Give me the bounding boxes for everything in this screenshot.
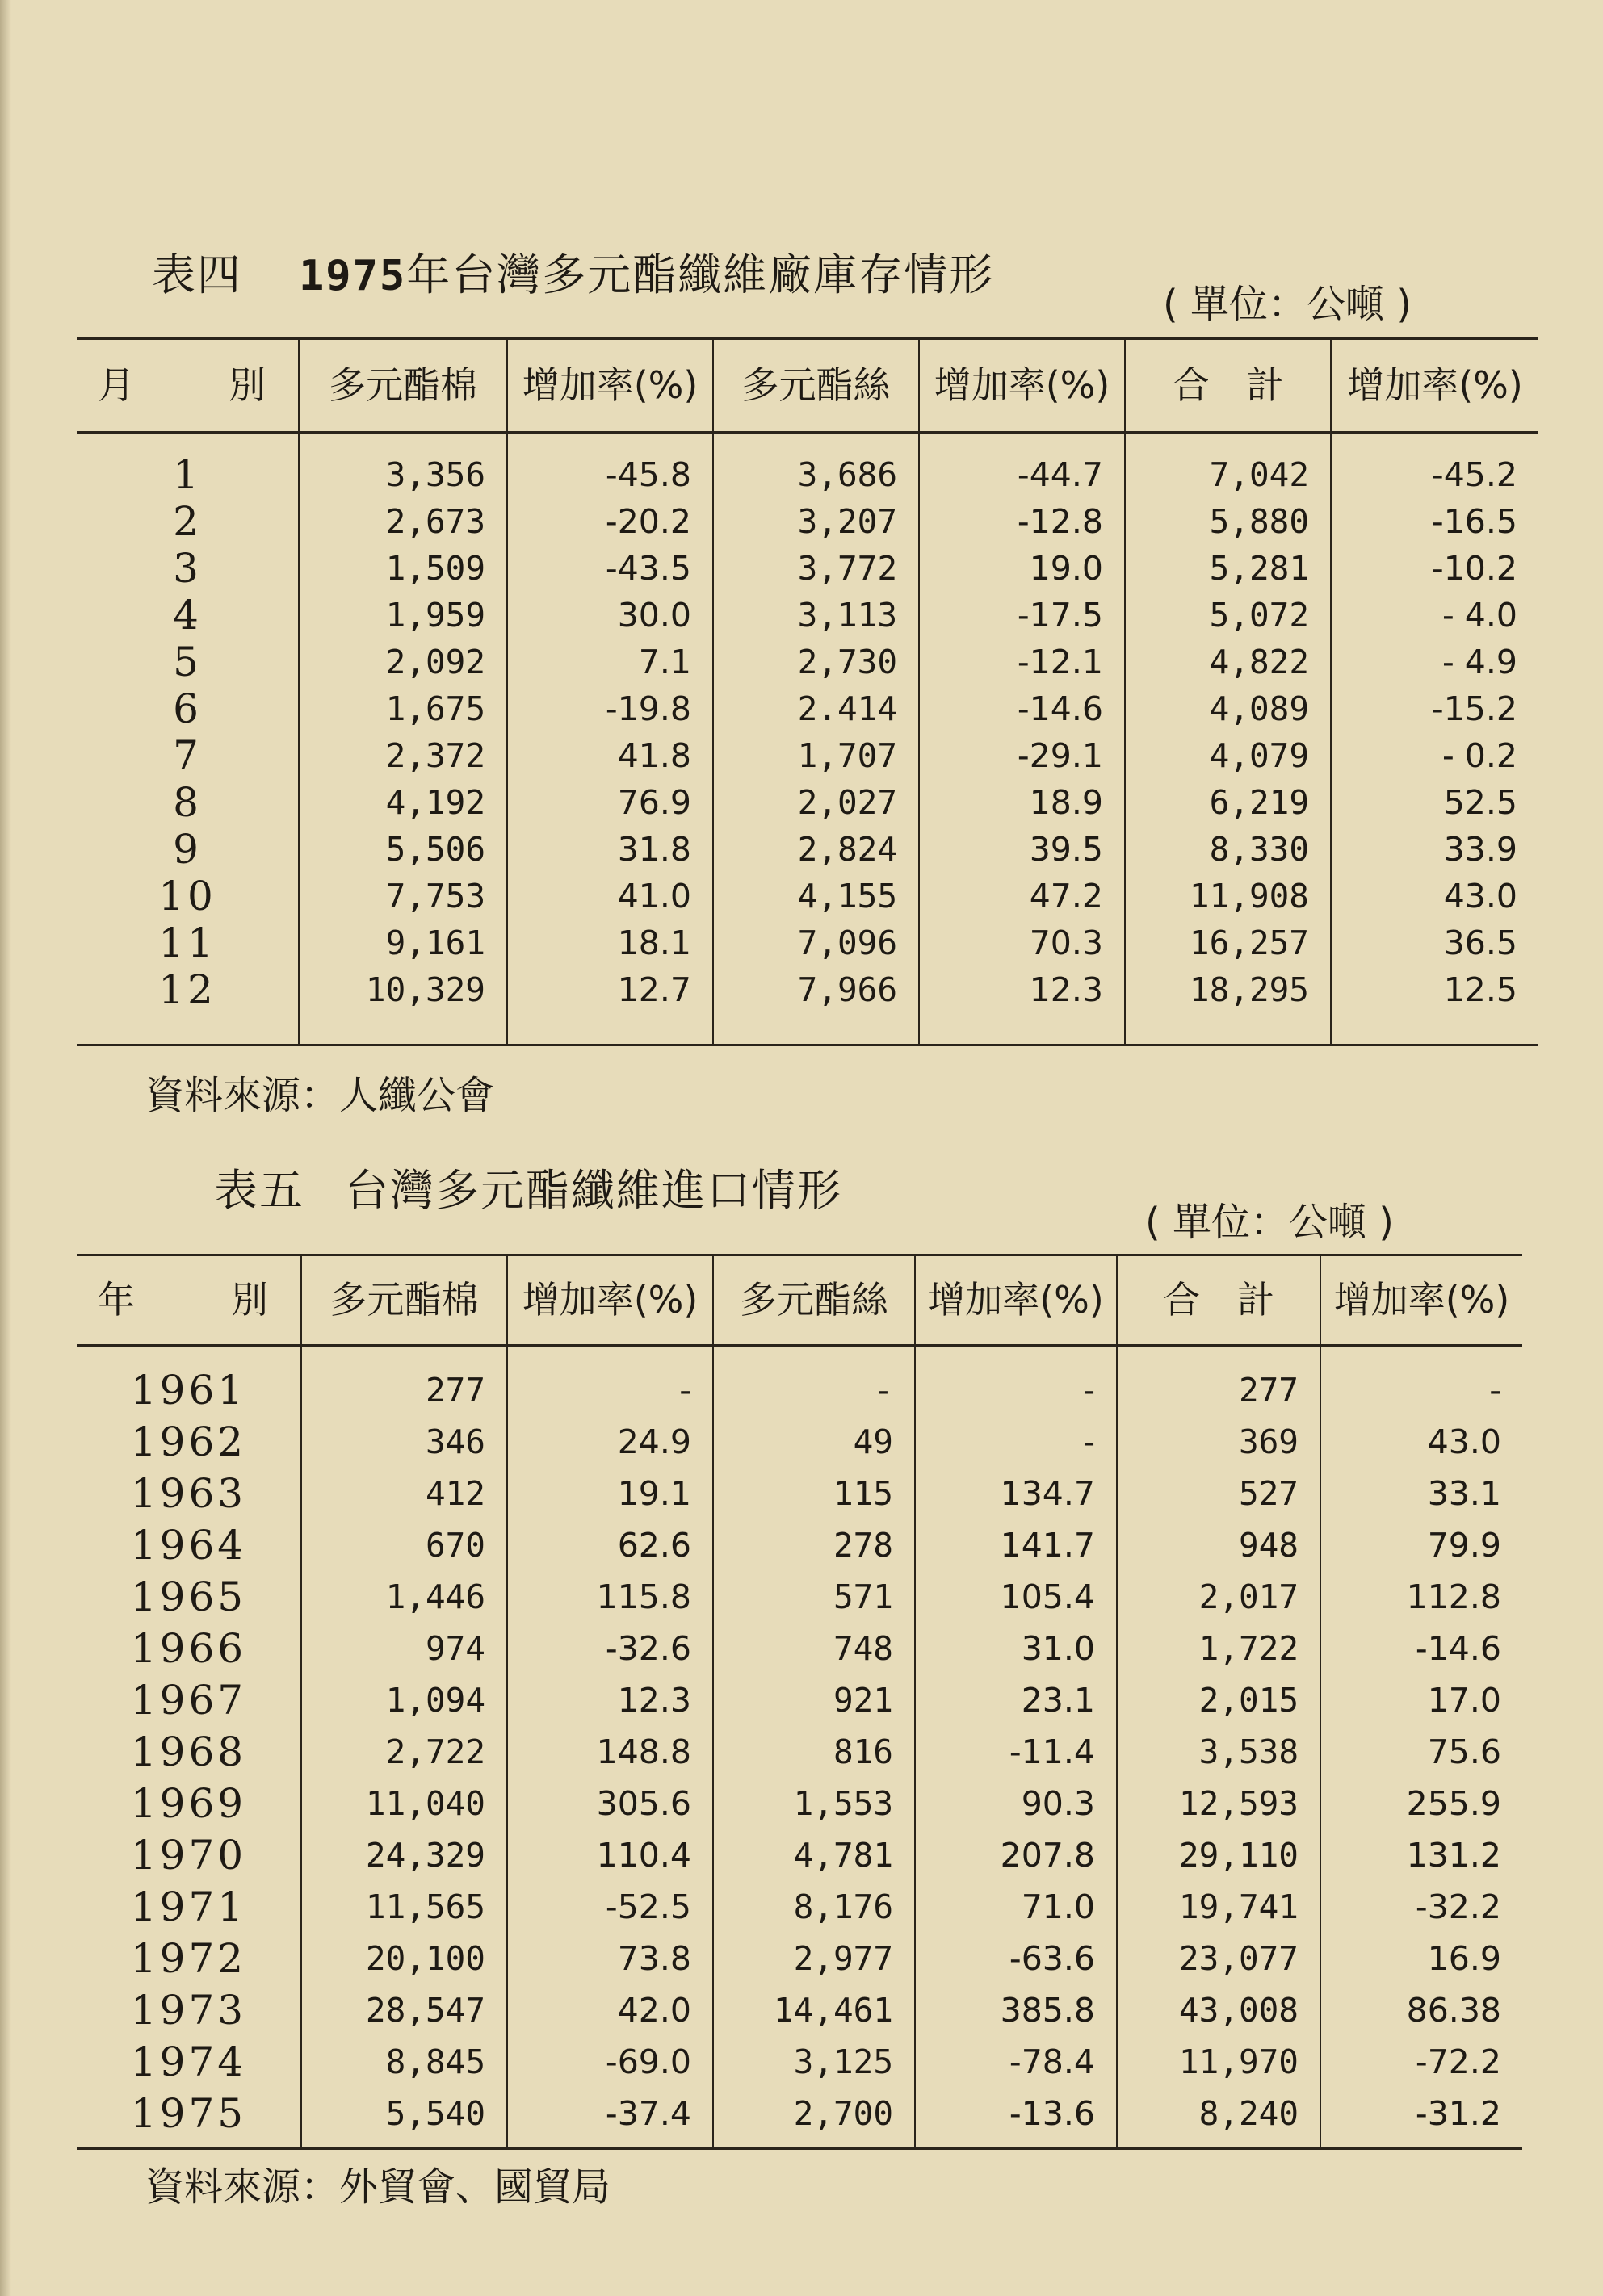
table5-spacer (77, 1346, 1522, 1365)
table5-cell-filament-rate: 71.0 (915, 1881, 1117, 1933)
table5-spacer-cell (507, 1346, 713, 1365)
table5-cell-filament-rate: 385.8 (915, 1984, 1117, 2036)
table-row (77, 1933, 1522, 1984)
table5-cell-month: 1969 (130, 1780, 247, 1827)
table4-header-staple-rate: 增加率(%) (507, 339, 713, 433)
table5-cell-total: 277 (1117, 1364, 1320, 1416)
table4-cell-filament-rate: 70.3 (919, 920, 1125, 966)
table4-cell-staple-rate: 30.0 (507, 592, 713, 639)
table5-cell-month: 1966 (130, 1625, 247, 1672)
table4-spacer-cell (919, 433, 1125, 452)
table5-cell-total: 8,240 (1117, 2088, 1320, 2139)
table4 (77, 337, 1538, 1046)
table5-cell-month: 1973 (130, 1987, 247, 2034)
table5-header-filament-rate: 增加率(%) (915, 1255, 1117, 1346)
table4-cell-filament: 7,096 (713, 920, 919, 966)
table4-cell-staple-rate: 12.7 (507, 966, 713, 1013)
table4-cell-month: 2 (173, 498, 202, 545)
table-row (77, 1881, 1522, 1933)
table4-cell-filament-rate: -12.1 (919, 639, 1125, 685)
table4-cell-month: 5 (173, 639, 202, 685)
table5-cell-staple-rate: - (507, 1364, 713, 1416)
table4-cell-filament: 3,686 (713, 451, 919, 498)
table5-cell-filament-rate: 90.3 (915, 1778, 1117, 1829)
table5-cell-total-rate: 17.0 (1320, 1674, 1522, 1726)
table5-cell-filament-rate: 105.4 (915, 1571, 1117, 1623)
table5-bottom-cell (915, 2139, 1117, 2149)
table4-cell-month: 9 (173, 826, 202, 873)
table5-header-year: 年 別 (77, 1255, 301, 1346)
table5-bottom-cell (1320, 2139, 1522, 2149)
table4-cell-filament: 7,966 (713, 966, 919, 1013)
table4-cell-month: 11 (158, 920, 216, 966)
table5-cell-filament: 4,781 (713, 1829, 915, 1881)
table5-cell-total: 29,110 (1117, 1829, 1320, 1881)
table4-header-month: 月 別 (77, 339, 299, 433)
table5-cell-staple-rate: 62.6 (507, 1519, 713, 1571)
table5-cell-total-rate: 86.38 (1320, 1984, 1522, 2036)
table4-cell-total-rate: - 4.9 (1331, 639, 1538, 685)
table5-cell-staple: 24,329 (301, 1829, 507, 1881)
table5-cell-total-rate: 33.1 (1320, 1468, 1522, 1519)
table5-cell-staple-rate: -32.6 (507, 1623, 713, 1674)
table5-cell-staple-rate: 110.4 (507, 1829, 713, 1881)
table5-cell-staple-rate: 148.8 (507, 1726, 713, 1778)
table-row (77, 1519, 1522, 1571)
table4-cell-staple: 1,959 (299, 592, 507, 639)
table5-cell-staple: 277 (301, 1364, 507, 1416)
table4-header-row (77, 339, 1538, 433)
table4-cell-month: 8 (173, 779, 202, 826)
table4-cell-filament-rate: -12.8 (919, 498, 1125, 545)
table4-body (77, 433, 1538, 1045)
table4-cell-staple-rate: 76.9 (507, 779, 713, 826)
table5-cell-filament-rate: - (915, 1416, 1117, 1468)
table5-cell-month: 1968 (130, 1728, 247, 1775)
table5-cell-total-rate: -72.2 (1320, 2036, 1522, 2088)
table5-cell-staple: 346 (301, 1416, 507, 1468)
table5-cell-month: 1965 (130, 1573, 247, 1620)
table4-cell-staple-rate: 18.1 (507, 920, 713, 966)
table5-cell-filament: - (713, 1364, 915, 1416)
table5-cell-staple: 8,845 (301, 2036, 507, 2088)
table4-cell-month: 10 (158, 873, 216, 920)
table4-cell-staple-rate: -43.5 (507, 545, 713, 592)
table5-cell-filament: 921 (713, 1674, 915, 1726)
table5-cell-filament: 14,461 (713, 1984, 915, 2036)
table5-cell-staple: 1,094 (301, 1674, 507, 1726)
table5-bottom-cell (507, 2139, 713, 2149)
table5-bottom-cell (301, 2139, 507, 2149)
table4-cell-staple: 7,753 (299, 873, 507, 920)
table5-header-total-rate: 增加率(%) (1320, 1255, 1522, 1346)
table5-spacer-cell (1117, 1346, 1320, 1365)
table5-cell-total-rate: 131.2 (1320, 1829, 1522, 1881)
table5-cell-total: 1,722 (1117, 1623, 1320, 1674)
table4-spacer-cell (507, 433, 713, 452)
table4-spacer (77, 433, 1538, 452)
table5-cell-filament: 49 (713, 1416, 915, 1468)
table5-cell-total: 12,593 (1117, 1778, 1320, 1829)
table5-header-filament: 多元酯絲 (713, 1255, 915, 1346)
table5-spacer-cell (1320, 1346, 1522, 1365)
table5-title: 台灣多元酯纖維進口情形 (345, 1165, 842, 1216)
table5-cell-total-rate: - (1320, 1364, 1522, 1416)
table4-spacer-cell (1331, 433, 1538, 452)
table4-bottom-rule (77, 1013, 1538, 1045)
table4-cell-filament-rate: 19.0 (919, 545, 1125, 592)
table5-cell-staple-rate: 115.8 (507, 1571, 713, 1623)
table4-cell-staple: 10,329 (299, 966, 507, 1013)
table4-cell-month: 4 (173, 592, 202, 639)
table5-cell-staple: 1,446 (301, 1571, 507, 1623)
table-row (77, 2088, 1522, 2139)
table4-title: 年台灣多元酯纖維廠庫存情形 (406, 249, 995, 300)
table4-cell-staple: 2,372 (299, 732, 507, 779)
table5-cell-staple-rate: 42.0 (507, 1984, 713, 2036)
table5-cell-filament-rate: -63.6 (915, 1933, 1117, 1984)
table4-cell-total-rate: 52.5 (1331, 779, 1538, 826)
table4-bottom-cell (919, 1013, 1125, 1045)
table4-cell-total: 5,072 (1125, 592, 1331, 639)
table5-cell-filament-rate: 31.0 (915, 1623, 1117, 1674)
table5-cell-month: 1971 (130, 1883, 247, 1930)
table5-cell-total: 948 (1117, 1519, 1320, 1571)
table5-cell-total-rate: -31.2 (1320, 2088, 1522, 2139)
table4-cell-filament: 3,772 (713, 545, 919, 592)
table4-spacer-cell (77, 433, 299, 452)
table5-cell-total-rate: -32.2 (1320, 1881, 1522, 1933)
table-row (77, 1674, 1522, 1726)
table5-cell-filament: 1,553 (713, 1778, 915, 1829)
table4-cell-staple: 9,161 (299, 920, 507, 966)
table5-label: 表五 (214, 1165, 304, 1216)
table4-cell-staple-rate: 7.1 (507, 639, 713, 685)
table4-cell-total-rate: 12.5 (1331, 966, 1538, 1013)
table4-cell-filament: 3,207 (713, 498, 919, 545)
table5-cell-staple-rate: 305.6 (507, 1778, 713, 1829)
table4-cell-total: 5,281 (1125, 545, 1331, 592)
table5-cell-total: 3,538 (1117, 1726, 1320, 1778)
table4-cell-staple-rate: -45.8 (507, 451, 713, 498)
table-row (77, 732, 1538, 779)
table4-cell-total: 11,908 (1125, 873, 1331, 920)
table5-cell-total-rate: -14.6 (1320, 1623, 1522, 1674)
table-row (77, 1416, 1522, 1468)
table4-cell-total: 6,219 (1125, 779, 1331, 826)
table-row (77, 1984, 1522, 2036)
table5-caption (214, 1156, 842, 1218)
table5-cell-filament: 748 (713, 1623, 915, 1674)
table5-source: 資料來源：外貿會、國貿局 (145, 2164, 611, 2210)
table4-cell-total-rate: -10.2 (1331, 545, 1538, 592)
table-row (77, 920, 1538, 966)
table5-cell-filament: 571 (713, 1571, 915, 1623)
table5-bottom-rule (77, 2139, 1522, 2149)
table4-cell-total: 5,880 (1125, 498, 1331, 545)
table4-cell-month: 7 (173, 732, 202, 779)
table4-cell-filament-rate: -17.5 (919, 592, 1125, 639)
table4-cell-total-rate: 36.5 (1331, 920, 1538, 966)
table5-bottom-cell (77, 2139, 301, 2149)
table5-cell-month: 1970 (130, 1832, 247, 1879)
table5-cell-staple: 670 (301, 1519, 507, 1571)
table4-cell-total: 8,330 (1125, 826, 1331, 873)
table4-bottom-cell (1125, 1013, 1331, 1045)
table5-spacer-cell (713, 1346, 915, 1365)
table-row (77, 498, 1538, 545)
table5-header-row (77, 1255, 1522, 1346)
table-row (77, 1571, 1522, 1623)
table4-cell-month: 1 (173, 451, 202, 498)
table5-cell-total-rate: 75.6 (1320, 1726, 1522, 1778)
table4-cell-staple: 5,506 (299, 826, 507, 873)
table4-cell-total-rate: -15.2 (1331, 685, 1538, 732)
table4-cell-total: 4,089 (1125, 685, 1331, 732)
table5-cell-staple-rate: 19.1 (507, 1468, 713, 1519)
table4-cell-filament-rate: 39.5 (919, 826, 1125, 873)
table-row (77, 1829, 1522, 1881)
table5-cell-month: 1963 (130, 1470, 247, 1517)
table4-bottom-cell (713, 1013, 919, 1045)
table-row (77, 451, 1538, 498)
table5-cell-total: 369 (1117, 1416, 1320, 1468)
table4-header-total-rate: 增加率(%) (1331, 339, 1538, 433)
table-row (77, 545, 1538, 592)
table5-cell-staple: 11,565 (301, 1881, 507, 1933)
table4-cell-staple: 2,673 (299, 498, 507, 545)
table4-bottom-cell (77, 1013, 299, 1045)
table4-cell-staple: 2,092 (299, 639, 507, 685)
table5-cell-staple: 2,722 (301, 1726, 507, 1778)
table4-header-total: 合 計 (1125, 339, 1331, 433)
table4-spacer-cell (1125, 433, 1331, 452)
table5 (77, 1254, 1522, 2150)
table5-cell-filament: 278 (713, 1519, 915, 1571)
table4-cell-filament: 2,730 (713, 639, 919, 685)
table4-cell-total-rate: -45.2 (1331, 451, 1538, 498)
table4-cell-staple: 1,509 (299, 545, 507, 592)
table5-cell-filament-rate: 134.7 (915, 1468, 1117, 1519)
page-edge (0, 0, 11, 2296)
table4-cell-staple-rate: 41.0 (507, 873, 713, 920)
table-row (77, 639, 1538, 685)
table4-header-staple: 多元酯棉 (299, 339, 507, 433)
table4-cell-staple-rate: 31.8 (507, 826, 713, 873)
table4-cell-filament-rate: -29.1 (919, 732, 1125, 779)
table-row (77, 1726, 1522, 1778)
table5-cell-staple: 412 (301, 1468, 507, 1519)
table4-cell-filament: 2,824 (713, 826, 919, 873)
table5-header-total: 合 計 (1117, 1255, 1320, 1346)
table5-spacer-cell (301, 1346, 507, 1365)
table-row (77, 1364, 1522, 1416)
table5-cell-staple-rate: 73.8 (507, 1933, 713, 1984)
table4-spacer-cell (713, 433, 919, 452)
table5-cell-filament: 2,700 (713, 2088, 915, 2139)
table4-unit: ( 單位：公噸 ) (1163, 282, 1412, 327)
table4-cell-total-rate: 33.9 (1331, 826, 1538, 873)
table4-cell-filament-rate: 12.3 (919, 966, 1125, 1013)
table5-cell-total-rate: 112.8 (1320, 1571, 1522, 1623)
table4-cell-month: 3 (173, 545, 202, 592)
table4-cell-filament-rate: -14.6 (919, 685, 1125, 732)
table5-cell-staple: 28,547 (301, 1984, 507, 2036)
table5-cell-total: 43,008 (1117, 1984, 1320, 2036)
table5-cell-filament: 3,125 (713, 2036, 915, 2088)
table5-cell-staple: 11,040 (301, 1778, 507, 1829)
table5-cell-filament: 115 (713, 1468, 915, 1519)
table-row (77, 685, 1538, 732)
table5-cell-month: 1967 (130, 1677, 247, 1724)
table4-cell-staple: 3,356 (299, 451, 507, 498)
table5-cell-filament: 2,977 (713, 1933, 915, 1984)
table5-cell-filament-rate: 141.7 (915, 1519, 1117, 1571)
table4-cell-staple: 4,192 (299, 779, 507, 826)
table5-cell-total: 19,741 (1117, 1881, 1320, 1933)
table5-cell-total-rate: 255.9 (1320, 1778, 1522, 1829)
table4-cell-staple-rate: -19.8 (507, 685, 713, 732)
table5-unit: ( 單位：公噸 ) (1145, 1200, 1394, 1245)
table4-header-filament-rate: 增加率(%) (919, 339, 1125, 433)
table4-cell-month: 6 (173, 685, 202, 732)
table4-year: 1975 (299, 252, 407, 300)
table4-label: 表四 (152, 249, 242, 300)
table4-cell-total: 4,079 (1125, 732, 1331, 779)
table5-cell-total: 2,015 (1117, 1674, 1320, 1726)
table5-cell-filament-rate: 207.8 (915, 1829, 1117, 1881)
table5-cell-filament-rate: -11.4 (915, 1726, 1117, 1778)
table5-cell-filament-rate: 23.1 (915, 1674, 1117, 1726)
table4-cell-filament: 2,027 (713, 779, 919, 826)
table4-cell-month: 12 (158, 966, 216, 1013)
table-row (77, 1468, 1522, 1519)
table5-cell-month: 1974 (130, 2038, 247, 2085)
table4-cell-filament: 4,155 (713, 873, 919, 920)
table5-cell-month: 1964 (130, 1522, 247, 1569)
table5-cell-staple-rate: 12.3 (507, 1674, 713, 1726)
table4-cell-total: 16,257 (1125, 920, 1331, 966)
table-row (77, 1778, 1522, 1829)
table4-caption (152, 241, 994, 303)
table5-cell-total-rate: 16.9 (1320, 1933, 1522, 1984)
table4-cell-total-rate: 43.0 (1331, 873, 1538, 920)
table4-cell-filament-rate: -44.7 (919, 451, 1125, 498)
table5-cell-staple: 20,100 (301, 1933, 507, 1984)
table4-header-filament: 多元酯絲 (713, 339, 919, 433)
table4-source: 資料來源：人纖公會 (145, 1073, 495, 1118)
table-row (77, 1623, 1522, 1674)
table4-cell-filament: 1,707 (713, 732, 919, 779)
table4-cell-filament-rate: 18.9 (919, 779, 1125, 826)
table5-cell-month: 1972 (130, 1935, 247, 1982)
table4-bottom-cell (1331, 1013, 1538, 1045)
table5-cell-month: 1975 (130, 2090, 247, 2137)
table5-spacer-cell (915, 1346, 1117, 1365)
table5-cell-filament-rate: -13.6 (915, 2088, 1117, 2139)
table5-cell-staple-rate: -69.0 (507, 2036, 713, 2088)
table-row (77, 873, 1538, 920)
table4-cell-staple-rate: -20.2 (507, 498, 713, 545)
table4-cell-total: 18,295 (1125, 966, 1331, 1013)
table4-cell-staple-rate: 41.8 (507, 732, 713, 779)
table5-cell-month: 1961 (130, 1367, 247, 1414)
table5-cell-filament: 816 (713, 1726, 915, 1778)
table4-cell-total-rate: - 4.0 (1331, 592, 1538, 639)
table5-cell-total-rate: 43.0 (1320, 1416, 1522, 1468)
table4-cell-filament: 3,113 (713, 592, 919, 639)
table5-cell-staple-rate: -37.4 (507, 2088, 713, 2139)
table4-cell-total: 7,042 (1125, 451, 1331, 498)
table5-cell-filament-rate: - (915, 1364, 1117, 1416)
table5-cell-month: 1962 (130, 1418, 247, 1465)
table5-cell-total: 23,077 (1117, 1933, 1320, 1984)
table5-cell-total: 11,970 (1117, 2036, 1320, 2088)
table5-body (77, 1346, 1522, 2149)
table5-cell-filament-rate: -78.4 (915, 2036, 1117, 2088)
table5-cell-filament: 8,176 (713, 1881, 915, 1933)
table4-cell-total-rate: - 0.2 (1331, 732, 1538, 779)
table-row (77, 592, 1538, 639)
table4-cell-filament: 2.414 (713, 685, 919, 732)
table5-header-staple: 多元酯棉 (301, 1255, 507, 1346)
table4-cell-staple: 1,675 (299, 685, 507, 732)
table5-cell-staple: 5,540 (301, 2088, 507, 2139)
table5-cell-staple: 974 (301, 1623, 507, 1674)
table5-header-staple-rate: 增加率(%) (507, 1255, 713, 1346)
table4-cell-total: 4,822 (1125, 639, 1331, 685)
table5-cell-total: 2,017 (1117, 1571, 1320, 1623)
table5-bottom-cell (713, 2139, 915, 2149)
table-row (77, 826, 1538, 873)
table4-bottom-cell (507, 1013, 713, 1045)
table5-bottom-cell (1117, 2139, 1320, 2149)
table5-cell-total-rate: 79.9 (1320, 1519, 1522, 1571)
table4-cell-total-rate: -16.5 (1331, 498, 1538, 545)
table-row (77, 966, 1538, 1013)
table4-spacer-cell (299, 433, 507, 452)
table-row (77, 2036, 1522, 2088)
table5-cell-staple-rate: 24.9 (507, 1416, 713, 1468)
table5-cell-staple-rate: -52.5 (507, 1881, 713, 1933)
table-row (77, 779, 1538, 826)
table4-bottom-cell (299, 1013, 507, 1045)
table4-cell-filament-rate: 47.2 (919, 873, 1125, 920)
table5-cell-total: 527 (1117, 1468, 1320, 1519)
table5-spacer-cell (77, 1346, 301, 1365)
